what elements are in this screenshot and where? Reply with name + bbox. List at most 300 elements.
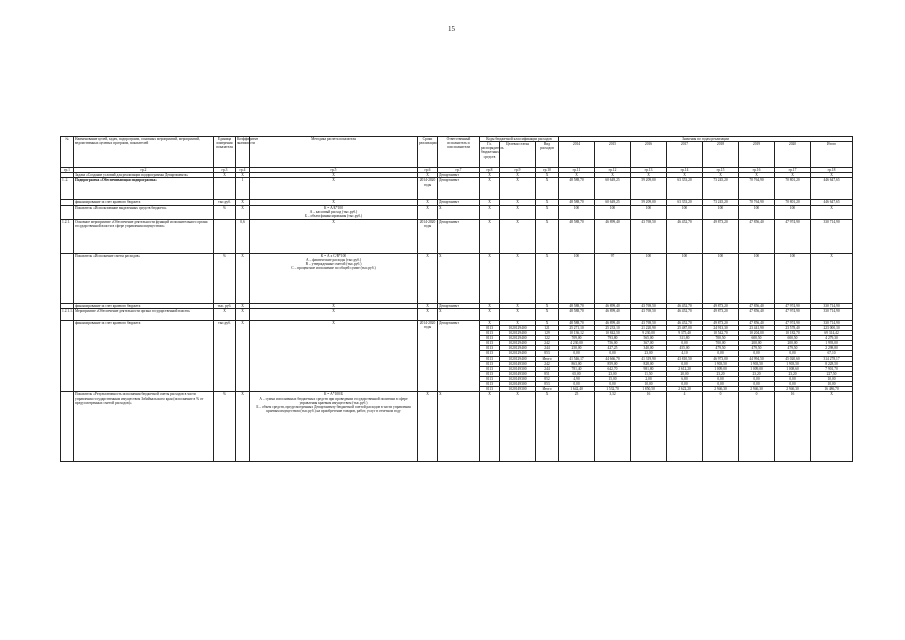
row-name: Показатель «Результативность исполнения бюджетной сметы расходов в части управления государственным имуществом Забайкальского края (исполнение в % от предусмотренных сметой расходов)» [74, 392, 214, 462]
value-cell: 427,25 [595, 346, 631, 351]
method-line: К = А/Б*100 [323, 205, 344, 210]
method-line: А – фактические расходы (тыс.руб.) [305, 257, 362, 262]
value-cell: 100 [739, 205, 775, 219]
row-name: Мероприятие «Обеспечение деятельности органа государственной власти» [74, 308, 214, 320]
value-cell: 479,50 [775, 346, 811, 351]
unit-cell [214, 178, 236, 200]
celevaya-cell: X [500, 178, 536, 200]
value-cell: 7 901,70 [811, 366, 853, 371]
column-number-cell: гр.7 [438, 168, 480, 173]
value-cell: 0,00 [703, 377, 739, 382]
vid-cell: X [536, 200, 559, 205]
header-term: Сроки реализации [418, 137, 438, 168]
term-cell: 2014-2020 годы [418, 178, 438, 200]
celevaya-cell: X [500, 320, 536, 325]
value-cell: X [811, 253, 853, 303]
grbs-cell: 0113 [480, 377, 500, 382]
grbs-cell: 0113 [480, 371, 500, 376]
term-cell: X [418, 308, 438, 320]
value-cell: 46 452,70 [667, 320, 703, 325]
value-cell: 43 769,50 [631, 303, 667, 308]
value-cell: 455,00 [667, 346, 703, 351]
value-cell: 44 666,70 [595, 356, 631, 361]
value-cell: 200,00 [775, 341, 811, 346]
celevaya-cell: 1020149300 [500, 382, 536, 387]
method-line: К = А*100/Б [323, 392, 344, 397]
grbs-cell: 0113 [480, 356, 500, 361]
vid-cell: 853 [536, 351, 559, 356]
header-values: Значения по годам реализации [559, 137, 853, 142]
header-responsible: Ответственный исполнитель и соисполнители [438, 137, 480, 168]
row-name: Основное мероприятие «Обеспечение деятельности функций исполнительного органа государственной власти в сфере управления имуществом» [74, 219, 214, 253]
value-cell: 47 856,40 [739, 320, 775, 325]
celevaya-cell: 1020149300 [500, 366, 536, 371]
value-cell: 0,00 [667, 382, 703, 387]
unit-cell: % [214, 205, 236, 219]
table-row [61, 205, 853, 219]
header-year: 2015 [595, 142, 631, 168]
responsible-cell: X [438, 253, 480, 303]
value-cell: 0,00 [595, 382, 631, 387]
column-number-cell: гр.8 [480, 168, 500, 173]
value-cell: 48 588,70 [559, 320, 595, 325]
column-number-cell: гр.4 [236, 168, 250, 173]
celevaya-cell: 1020149300 [500, 361, 536, 366]
value-cell: 73 245,20 [703, 200, 739, 205]
vid-cell: X [536, 303, 559, 308]
value-cell: 859,00 [595, 361, 631, 366]
vid-cell: 242 [536, 341, 559, 346]
value-cell: 756,00 [595, 341, 631, 346]
celevaya-cell: X [500, 173, 536, 178]
header-celevaya: Целевая статья [500, 142, 536, 168]
value-cell: 46 452,70 [667, 303, 703, 308]
header-year: 2019 [739, 142, 775, 168]
value-cell: 97 [595, 253, 631, 303]
value-cell: 100 [595, 205, 631, 219]
value-cell: 48 588,70 [559, 200, 595, 205]
value-cell: 3,32 [595, 392, 631, 462]
unit-cell: тыс.руб. [214, 320, 236, 392]
page-number: 15 [448, 25, 455, 33]
header-no: № [61, 137, 74, 168]
method-cell: X [250, 173, 418, 178]
value-cell: 16 [631, 392, 667, 462]
coef-cell: X [236, 320, 250, 392]
value-cell: 73 245,20 [703, 178, 739, 200]
value-cell: 59 209,00 [631, 200, 667, 205]
vid-cell: X [536, 205, 559, 219]
method-line: Б – объем средств, предусмотренных Департаменту бюджетной сметой расходов в части управления краевым имуществом (тыс.руб.) на приобретение товаров, работ, услуг в отчетном году [256, 404, 411, 413]
responsible-cell: Департамент [438, 178, 480, 200]
value-cell: 0,00 [775, 382, 811, 387]
value-cell: 10 542,70 [703, 330, 739, 335]
table-row [61, 308, 853, 320]
value-cell: 1 009,00 [739, 366, 775, 371]
column-number-cell: гр.14 [667, 168, 703, 173]
grbs-cell: 0113 [480, 341, 500, 346]
value-cell: 21 220,90 [631, 325, 667, 330]
value-cell: 49 873,20 [703, 219, 739, 253]
value-cell: X [667, 173, 703, 178]
value-cell: 600,50 [775, 336, 811, 341]
term-cell: X [418, 303, 438, 308]
value-cell: 43 769,50 [631, 320, 667, 325]
grbs-cell: X [480, 200, 500, 205]
value-cell: 48 588,70 [559, 219, 595, 253]
vid-cell: X [536, 173, 559, 178]
grbs-cell: X [480, 392, 500, 462]
value-cell: 60 649,25 [595, 200, 631, 205]
term-cell: X [418, 392, 438, 462]
value-cell: 1 532,70 [595, 387, 631, 392]
value-cell: 10 204,00 [739, 330, 775, 335]
value-cell: 700,00 [703, 341, 739, 346]
celevaya-cell: X [500, 303, 536, 308]
method-line: К = А х С/В*100 [320, 253, 347, 258]
unit-cell: % [214, 253, 236, 303]
value-cell: 100 [559, 253, 595, 303]
value-cell: 0,00 [559, 351, 595, 356]
value-cell: 100 [739, 253, 775, 303]
vid-cell: X [536, 253, 559, 303]
vid-cell: 851 [536, 371, 559, 376]
celevaya-cell: X [500, 200, 536, 205]
method-cell: X [250, 219, 418, 253]
table-row [61, 392, 853, 462]
value-cell: 59 209,00 [631, 178, 667, 200]
method-line: В – утвержденные сметой (тыс.руб.) [305, 261, 362, 266]
value-cell: 46 973,00 [703, 356, 739, 361]
coef-cell: 0,6 [236, 219, 250, 253]
value-cell: 1 642,40 [559, 387, 595, 392]
value-cell: 446 647,65 [811, 200, 853, 205]
vid-cell: X [536, 219, 559, 253]
value-cell: 43 769,50 [631, 308, 667, 320]
term-cell: 2014-2020 годы [418, 219, 438, 253]
value-cell: 367,00 [631, 341, 667, 346]
term-cell: X [418, 200, 438, 205]
value-cell: 47 974,90 [775, 308, 811, 320]
value-cell: 314 278,17 [811, 356, 853, 361]
value-cell: 10,00 [811, 377, 853, 382]
value-cell: 0,00 [559, 382, 595, 387]
celevaya-cell: 1020149300 [500, 371, 536, 376]
grbs-cell: X [480, 173, 500, 178]
term-cell: X [418, 205, 438, 219]
celevaya-cell: 1020129400 [500, 325, 536, 330]
method-line: Б – объем финансирования (тыс.руб.) [304, 213, 363, 218]
value-cell: 2 622,20 [667, 387, 703, 392]
value-cell: 828,00 [631, 361, 667, 366]
value-cell: X [631, 173, 667, 178]
grbs-cell: X [480, 253, 500, 303]
value-cell: 0,00 [667, 361, 703, 366]
value-cell: 330 714,90 [811, 320, 853, 325]
coef-cell: X [236, 303, 250, 308]
value-cell: 2,00 [631, 377, 667, 382]
method-cell: X [250, 303, 418, 308]
unit-cell: тыс. руб. [214, 303, 236, 308]
value-cell: 200,00 [739, 341, 775, 346]
celevaya-cell: 1020129400 [500, 356, 536, 361]
method-cell: X [250, 178, 418, 200]
value-cell: 16 486,70 [811, 387, 853, 392]
vid-cell: Итого [536, 387, 559, 392]
column-number-cell: гр.5 [250, 168, 418, 173]
value-cell: 479,50 [739, 346, 775, 351]
coef-cell: X [236, 392, 250, 462]
row-number [61, 320, 74, 392]
value-cell: 23,20 [739, 371, 775, 376]
value-cell: 15,00 [595, 377, 631, 382]
header-vid: Вид расходов [536, 142, 559, 168]
value-cell: 0,00 [739, 377, 775, 382]
value-cell: 330 714,90 [811, 303, 853, 308]
term-cell: X [418, 173, 438, 178]
value-cell: 63 353,20 [667, 178, 703, 200]
value-cell: 67,10 [811, 351, 853, 356]
value-cell: 70 764,90 [739, 200, 775, 205]
value-cell: 0,00 [703, 382, 739, 387]
header-year: 2020 [775, 142, 811, 168]
value-cell: 100 [631, 205, 667, 219]
grbs-cell: 0113 [480, 336, 500, 341]
value-cell: 60 649,25 [595, 178, 631, 200]
value-cell: 63 353,20 [667, 200, 703, 205]
header-method: Методика расчета показателя [250, 137, 418, 168]
row-number [61, 392, 74, 462]
value-cell: 24 913,30 [703, 325, 739, 330]
method-cell: X [250, 308, 418, 320]
value-cell: 70 801,20 [775, 200, 811, 205]
column-number-cell: гр.6 [418, 168, 438, 173]
value-cell: 340,00 [631, 346, 667, 351]
column-number-cell: гр.1 [61, 168, 74, 173]
column-number-cell: гр.2 [74, 168, 214, 173]
value-cell: 100 [703, 253, 739, 303]
coef-cell: 1 [236, 178, 250, 200]
value-cell: 100 [775, 253, 811, 303]
grbs-cell: 0113 [480, 325, 500, 330]
value-cell: 0 [739, 392, 775, 462]
value-cell: 9 375,40 [667, 330, 703, 335]
column-number-cell: гр.18 [811, 168, 853, 173]
value-cell: 100 [775, 205, 811, 219]
term-cell: 2014-2020 годы [418, 320, 438, 392]
row-name: финансирование за счет краевого бюджета [74, 200, 214, 205]
value-cell: 23,20 [775, 371, 811, 376]
grbs-cell: 0113 [480, 366, 500, 371]
value-cell: 25 487,00 [667, 325, 703, 330]
value-cell: 47 856,40 [739, 219, 775, 253]
value-cell: 863,00 [559, 361, 595, 366]
value-cell: 0 [703, 392, 739, 462]
row-number [61, 205, 74, 219]
value-cell: X [811, 173, 853, 178]
value-cell: 100 [667, 205, 703, 219]
value-cell: 10,00 [811, 382, 853, 387]
value-cell: 41 319,90 [631, 356, 667, 361]
celevaya-cell: 1020149300 [500, 387, 536, 392]
celevaya-cell: 1020149300 [500, 377, 536, 382]
row-name: финансирование за счет краевого бюджета [74, 320, 214, 392]
value-cell: 8 228,50 [811, 361, 853, 366]
value-cell: 223 000,30 [811, 325, 853, 330]
value-cell: 330 714,90 [811, 308, 853, 320]
column-number-cell: гр.17 [775, 168, 811, 173]
responsible-cell: X [438, 392, 480, 462]
value-cell: 4 230,00 [559, 341, 595, 346]
value-cell: 47 974,90 [775, 303, 811, 308]
table-row [61, 178, 853, 200]
value-cell: 2 298,80 [811, 346, 853, 351]
value-cell: 46 899,40 [595, 219, 631, 253]
method-cell: X [250, 200, 418, 205]
value-cell: 700,50 [703, 336, 739, 341]
value-cell: 46 899,40 [595, 308, 631, 320]
value-cell: 6,80 [667, 377, 703, 382]
value-cell: X [811, 392, 853, 462]
vid-cell: Итого [536, 356, 559, 361]
column-number-cell: гр.16 [739, 168, 775, 173]
vid-cell: X [536, 308, 559, 320]
unit-cell: X [214, 308, 236, 320]
method-line: А – сумма исполненных бюджетных средств при проведении государственной политики в сфере управления краевым имуществом (тыс.руб.) [259, 396, 408, 405]
method-line: С – процентное исполнение по общей сумме (тыс.руб.) [291, 265, 376, 270]
value-cell: 43 810,50 [667, 356, 703, 361]
header-coef: Коэффициент значимости [236, 137, 250, 168]
header-grbs: Гл. распорядитель бюджетных средств [480, 142, 500, 168]
table-body [61, 137, 853, 462]
column-number-cell: гр.13 [631, 168, 667, 173]
value-cell: 46 899,40 [595, 320, 631, 325]
value-cell: 1 850,50 [631, 387, 667, 392]
grbs-cell: 0113 [480, 330, 500, 335]
value-cell: 981,80 [631, 366, 667, 371]
column-number-cell: гр.15 [703, 168, 739, 173]
vid-cell: 244 [536, 346, 559, 351]
value-cell: 781,40 [559, 366, 595, 371]
vid-cell: 853 [536, 382, 559, 387]
vid-cell: X [536, 178, 559, 200]
value-cell: 100 [667, 253, 703, 303]
coef-cell: X [236, 308, 250, 320]
value-cell: 48 588,70 [559, 303, 595, 308]
value-cell: X [811, 205, 853, 219]
grbs-cell: X [480, 320, 500, 325]
value-cell: 10 842,50 [595, 330, 631, 335]
value-cell: 25 271,10 [559, 325, 595, 330]
method-cell [250, 253, 418, 303]
unit-cell: % [214, 392, 236, 462]
value-cell: 46 452,70 [667, 219, 703, 253]
value-cell: 45 020,60 [775, 356, 811, 361]
value-cell: 25 [559, 392, 595, 462]
vid-cell: 121 [536, 325, 559, 330]
coef-cell: X [236, 253, 250, 303]
value-cell: 479,50 [703, 346, 739, 351]
grbs-cell: 0113 [480, 361, 500, 366]
value-cell: 250,00 [559, 346, 595, 351]
value-cell: 47 856,40 [739, 308, 775, 320]
responsible-cell: X [438, 308, 480, 320]
value-cell: 0,00 [667, 341, 703, 346]
value-cell: 100 [631, 253, 667, 303]
method-line: А – кассовый расход (тыс.руб.) [309, 209, 358, 214]
value-cell: 9 230,00 [631, 330, 667, 335]
value-cell: 49 873,20 [703, 308, 739, 320]
value-cell: 1 993,00 [811, 341, 853, 346]
value-cell: 44 994,50 [739, 356, 775, 361]
value-cell: 49 873,20 [703, 320, 739, 325]
value-cell: 330 714,90 [811, 219, 853, 253]
column-number-cell: гр.10 [536, 168, 559, 173]
value-cell: 446 647,65 [811, 178, 853, 200]
value-cell: 43 769,50 [631, 219, 667, 253]
value-cell: 4 279,30 [811, 336, 853, 341]
program-indicators-table [60, 136, 853, 462]
value-cell: 0,00 [775, 377, 811, 382]
value-cell: 23,20 [703, 371, 739, 376]
responsible-cell: Департамент [438, 173, 480, 178]
value-cell: 100 [703, 205, 739, 219]
table-row [61, 219, 853, 253]
value-cell: 46 899,40 [595, 303, 631, 308]
value-cell: 48 588,70 [559, 178, 595, 200]
value-cell: 41 546,17 [559, 356, 595, 361]
responsible-cell: X [438, 205, 480, 219]
celevaya-cell: X [500, 205, 536, 219]
header-year: 2016 [631, 142, 667, 168]
value-cell: 0,00 [595, 351, 631, 356]
value-cell: 23 578,40 [775, 325, 811, 330]
method-cell [250, 205, 418, 219]
value-cell: X [595, 173, 631, 178]
table-row [61, 253, 853, 303]
value-cell: 48 588,70 [559, 308, 595, 320]
celevaya-cell: X [500, 253, 536, 303]
value-cell: 0,00 [775, 351, 811, 356]
value-cell: 565,00 [631, 336, 667, 341]
value-cell: X [559, 173, 595, 178]
grbs-cell: X [480, 219, 500, 253]
column-number-cell: гр.9 [500, 168, 536, 173]
value-cell: 1 903,50 [775, 361, 811, 366]
value-cell: 47 856,40 [739, 303, 775, 308]
value-cell: 100 [559, 205, 595, 219]
celevaya-cell: 1020129400 [500, 330, 536, 335]
grbs-cell: 0113 [480, 387, 500, 392]
value-cell: X [703, 173, 739, 178]
unit-cell: X [214, 173, 236, 178]
responsible-cell: Департамент [438, 219, 480, 253]
value-cell: 49 873,20 [703, 303, 739, 308]
row-number [61, 253, 74, 303]
value-cell: 0,00 [739, 382, 775, 387]
row-number: 1..2. [61, 178, 74, 200]
value-cell: 227,50 [811, 371, 853, 376]
value-cell: 65,00 [559, 371, 595, 376]
value-cell: 600,50 [739, 336, 775, 341]
column-number-cell: гр.11 [559, 168, 595, 173]
value-cell: 23,00 [631, 351, 667, 356]
value-cell: X [775, 173, 811, 178]
row-name: финансирование за счет краевого бюджета [74, 303, 214, 308]
vid-cell: 244 [536, 366, 559, 371]
value-cell: 70 764,90 [739, 178, 775, 200]
value-cell: 709,00 [559, 336, 595, 341]
